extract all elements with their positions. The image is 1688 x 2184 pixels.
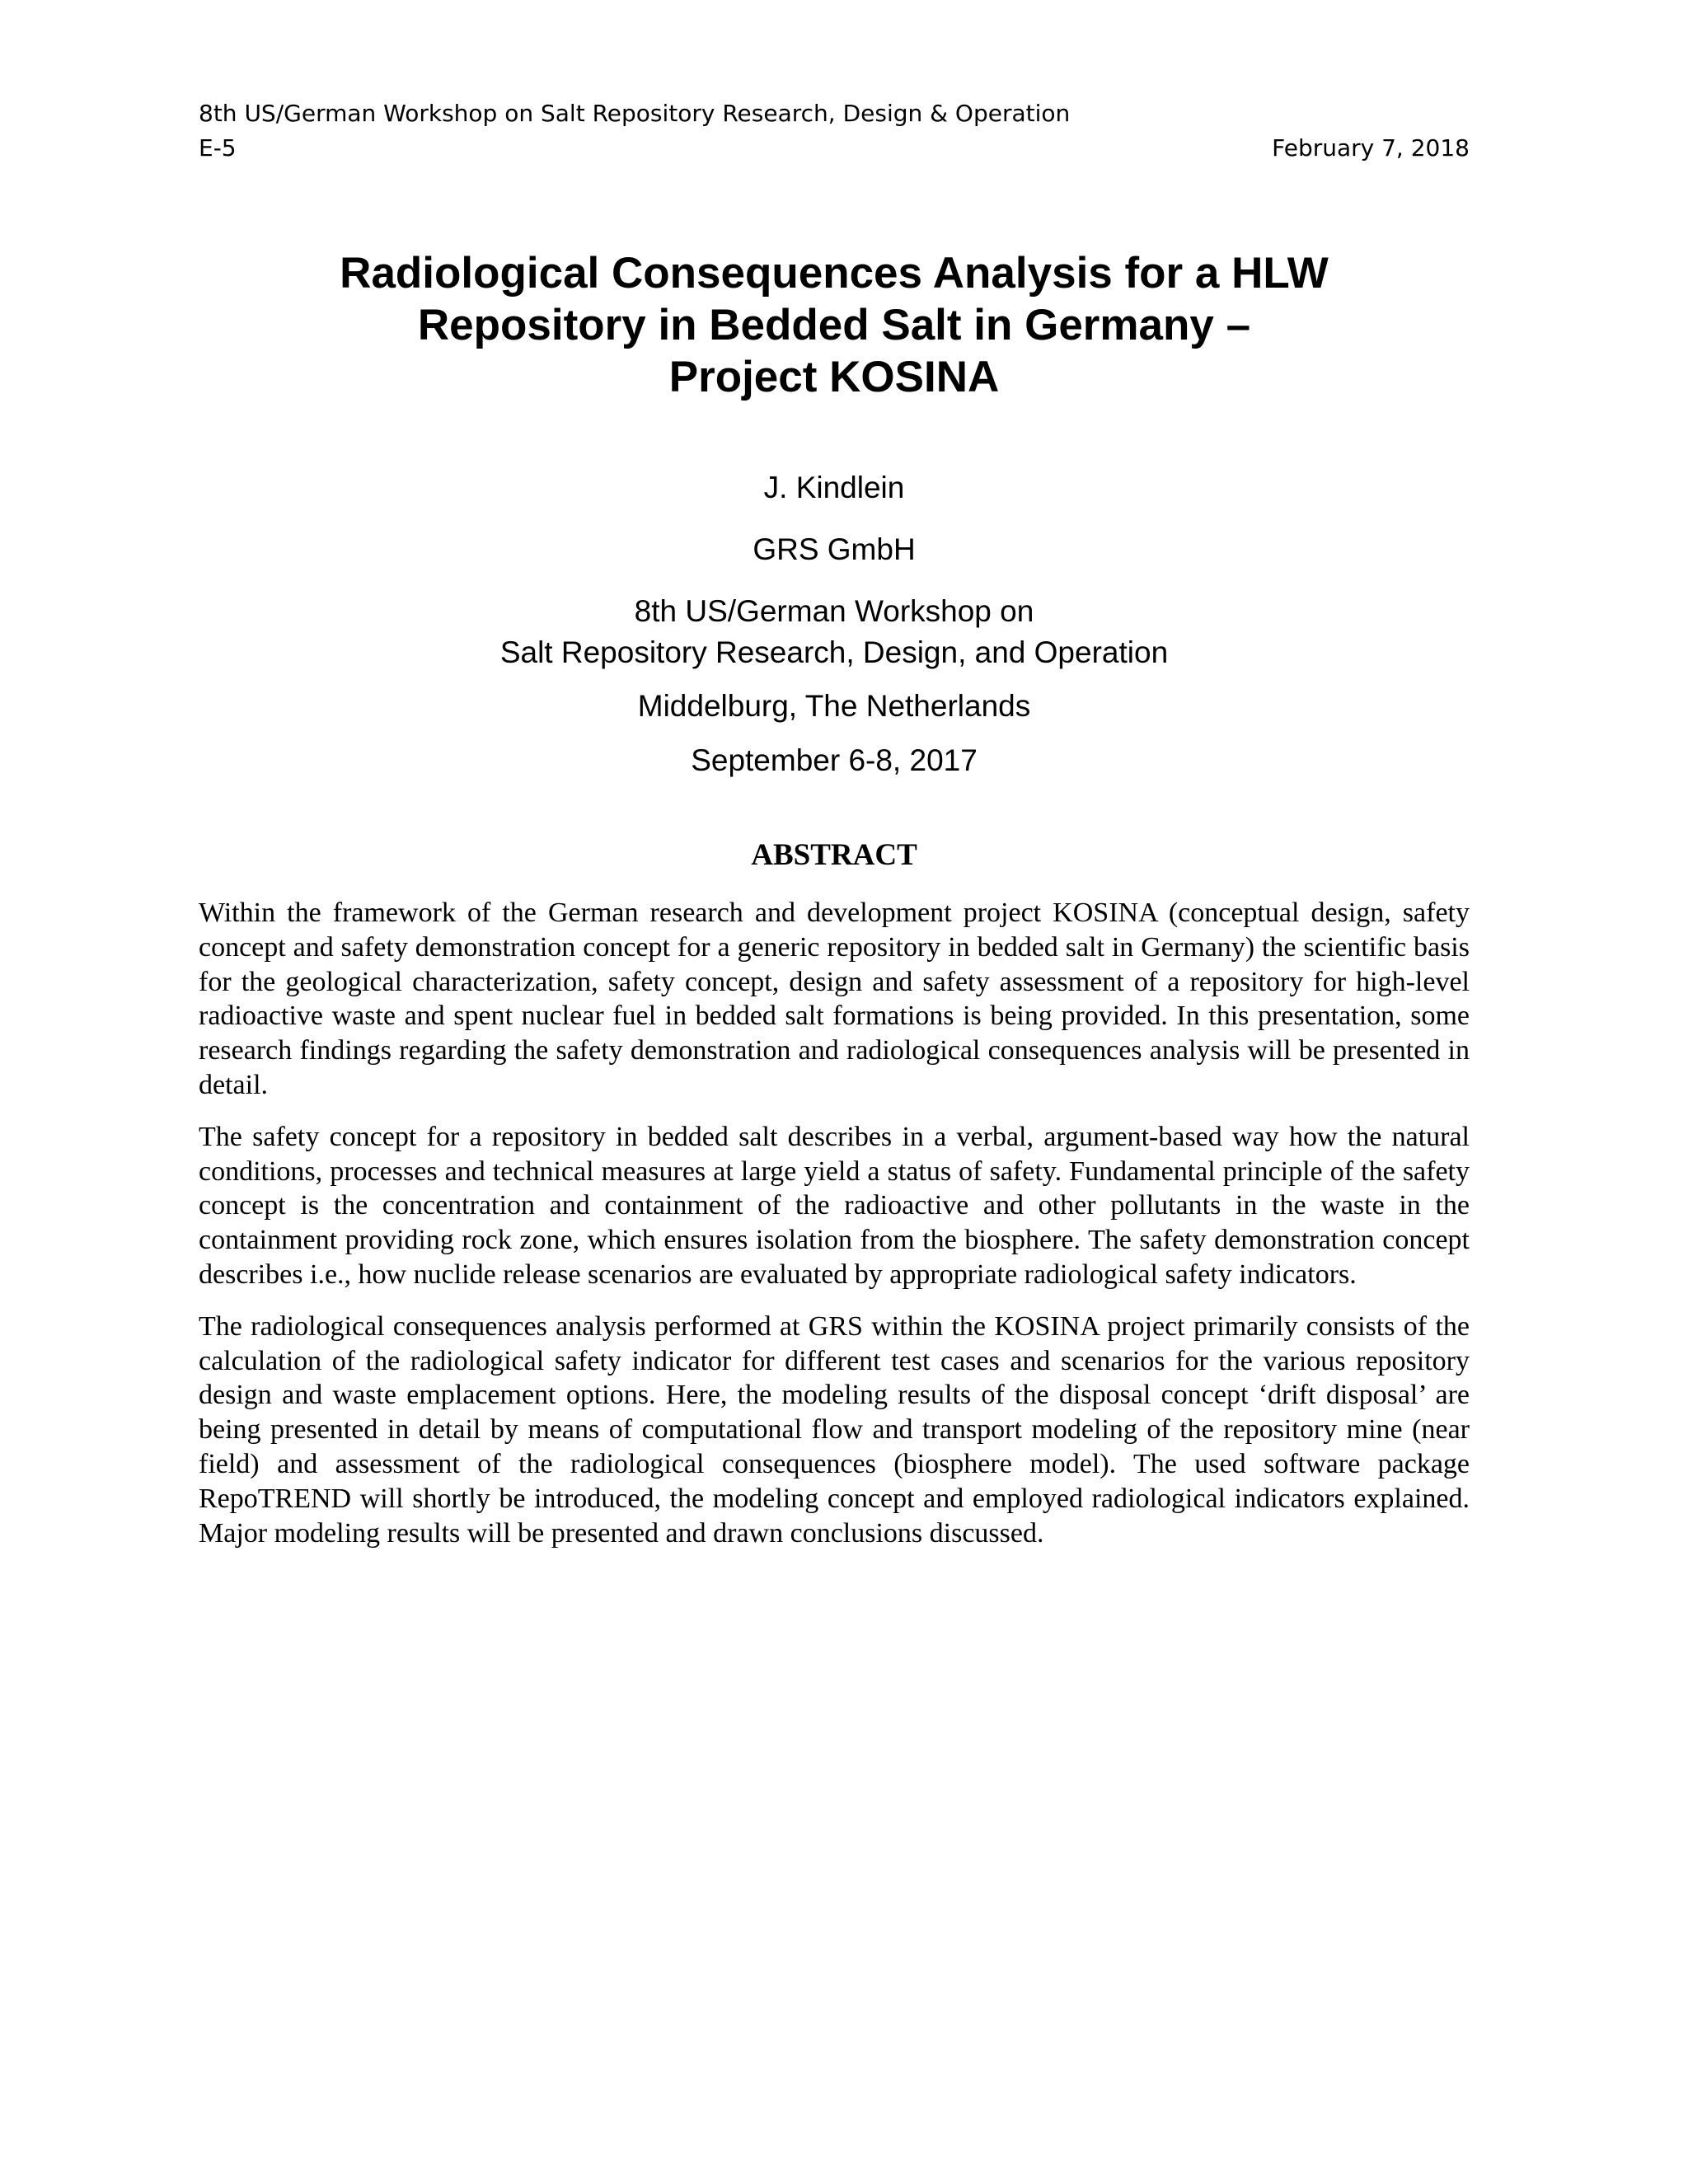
running-header-row: [199, 132, 1470, 165]
abstract-paragraph-1: Within the framework of the German research and development project KOSINA (conceptual design, safety concept and safety demonstration concept for a generic repository in bedded salt in Germany) the scientific basis for the geological characterization, safety concept, design and safety assessment of a repository for high-level radioactive waste and spent nuclear fuel in bedded salt formations is being provided. In this presentation, some research findings regarding the safety demonstration and radiological consequences analysis will be presented in detail.: [199, 898, 1470, 1100]
paper-title-line-2: Repository in Bedded Salt in Germany –: [417, 301, 1251, 349]
author-name: J. Kindlein: [763, 471, 905, 504]
running-header-workshop: 8th US/German Workshop on Salt Repository Research, Design & Operation: [199, 100, 1071, 127]
workshop-name: [199, 591, 1470, 673]
abstract-body: [199, 896, 1470, 1568]
workshop-location: Middelburg, The Netherlands: [637, 689, 1031, 723]
abstract-heading: ABSTRACT: [751, 838, 917, 872]
paper-title: [199, 247, 1470, 403]
workshop-name-line-2: Salt Repository Research, Design, and Operation: [499, 635, 1169, 669]
running-header-code: E-5: [199, 134, 237, 162]
paper-title-line-1: Radiological Consequences Analysis for a HLW: [340, 249, 1329, 298]
running-header-date: February 7, 2018: [1272, 134, 1470, 162]
abstract-paragraph-3: The radiological consequences analysis performed at GRS within the KOSINA project primarily consists of the calculation of the radiological safety indicator for different test cases and scenarios for the various repository design and waste emplacement options. Here, the modeling results of the disposal concept ‘drift disposal’ are being presented in detail by means of computational flow and transport modeling of the repository mine (near field) and assessment of the radiological consequences (biosphere model). The used software package RepoTREND will shortly be introduced, the modeling concept and employed radiological indicators explained. Major modeling results will be presented and drawn conclusions discussed.: [199, 1310, 1470, 1549]
abstract-paragraph-2: The safety concept for a repository in bedded salt describes in a verbal, argument-based way how the natural conditions, processes and technical measures at large yield a status of safety. Fundamental principle of the safety concept is the concentration and containment of the radioactive and other pollutants in the waste in the containment providing rock zone, which ensures isolation from the biosphere. The safety demonstration concept describes i.e., how nuclide release scenarios are evaluated by appropriate radiological safety indicators.: [199, 1121, 1470, 1290]
workshop-dates: September 6-8, 2017: [691, 743, 978, 777]
author-organization: GRS GmbH: [753, 532, 916, 566]
workshop-name-line-1: 8th US/German Workshop on: [634, 594, 1034, 628]
paper-title-line-3: Project KOSINA: [668, 353, 1000, 401]
